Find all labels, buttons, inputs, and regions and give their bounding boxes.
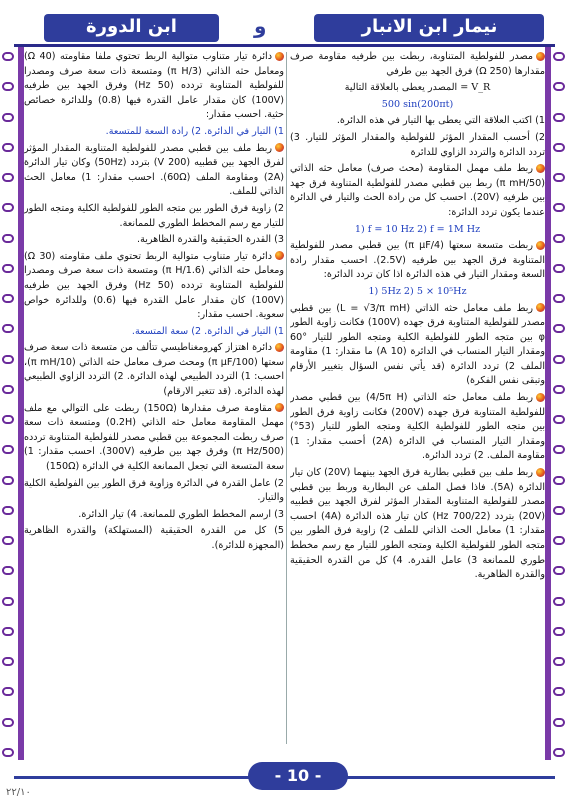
- header-connector: و: [254, 14, 267, 38]
- column-divider: [286, 52, 287, 744]
- question-paragraph: ربط ملف بين قطبي بطارية فرق الجهد بينهما (20V) كان تيار الدائرة (5A). فاذا فصل الملف عن البطارية وربط بين قطبي مصدر للفولطية المتناوبة المقدار المؤثر لفرق الجهد بين قطبيه (20V) بتردد (700/22 Hz) كان تيار هذه الدائرة (4A) احسب مقدار: 1) معامل الحث الذاتي للملف 2) زاوية فرق الطور بين متجه الطور للفولطية الكلية ومتجه الطور للتيار مع رسم مخطط طوري للممانعة 3) عامل القدرة. 4) كل من القدرة الحقيقية والقدرة الظاهرية.: [290, 467, 545, 581]
- right-border-strip: [545, 45, 551, 760]
- bullet-icon: [275, 52, 284, 61]
- bullet-icon: [275, 251, 284, 260]
- question-subitems: 1) التيار في الدائرة. 2) رادة السعة للمتسعة.: [105, 125, 284, 137]
- question-subitems: 1) التيار في الدائرة. 2) سعة المتسعة.: [131, 325, 284, 337]
- question-subitems: 5) كل من القدرة الحقيقية (المستهلكة) والقدرة الظاهرية (المجهزة للدائرة).: [24, 525, 284, 551]
- question-paragraph: ربط ملف مهمل المقاومة (محث صرف) معامل حثه الذاتي (50/π mH) ربط بين قطبي مصدر للفولطية المتناوبة فرق جهد بين طرفيه (20V). احسب كل من رادة الحث والتيار في الدائرة عندما يكون تردد الدائرة:: [290, 163, 545, 218]
- bullet-icon: [536, 468, 545, 477]
- question-subitems: 2) زاوية فرق الطور بين متجه الطور للفولطية الكلية ومتجه الطور للتيار مع رسم المخطط الطوري للممانعة.: [24, 202, 284, 229]
- bullet-icon: [536, 393, 545, 402]
- left-column: [24, 50, 284, 750]
- formula-line: 1) 5Hz 2) 5 × 10⁵Hz: [368, 285, 467, 297]
- question-paragraph: دائرة تيار متناوب متوالية الربط تحتوي ملفا مقاومته (40 Ω) ومعامل حثه الذاتي (3/π H) ومتسعة ذات سعة صرف ومصدرا للفولطية المتناوبة تردده (50 Hz) وفرق الجهد بين طرفيه (100V) كان مقدار عامل القدرة فيها (0.8) وللدائرة خصائص حثية. احسب مقدار:: [24, 51, 284, 121]
- question-paragraph: مصدر للفولطية المتناوبة، ربطت بين طرفيه مقاومة صرف مقدارها (Ω 250) فرق الجهد بين طرفي: [290, 51, 545, 77]
- bullet-icon: [275, 343, 284, 352]
- page-footer: [14, 762, 555, 790]
- question-paragraph: دائرة اهتزاز كهرومغناطيسي تتألف من متسعة ذات سعة صرف سعتها (100/π μF) ومحث صرف معامل حثه الذاتي (10/π mH)، احسب: 1) التردد الطبيعي لهذه الدائرة. 2) التردد الزاوي الطبيعي لهذه الدائرة. (قد تتغير الارقام): [24, 342, 284, 398]
- question-paragraph: ربط ملف بين قطبي مصدر للفولطية المتناوبة المقدار المؤثر لفرق الجهد بين قطبيه (200 V) بتردد (50Hz) وكان تيار الدائرة (2A) ومقاومة الملف (60Ω). احسب مقدار: 1) معامل الحث الذاتي للملف.: [24, 142, 284, 198]
- bullet-icon: [536, 164, 545, 173]
- left-binder-rings: [2, 52, 16, 757]
- right-binder-rings: [553, 52, 567, 757]
- question-paragraph: ربط ملف معامل حثه الذاتي (L = √3/π mH) بين قطبي مصدر للفولطية المتناوبة فرق جهده (100V) فكانت زاوية الطور φ بين متجه الطور للفولطية الكلية ومتجه الطور للتيار °60 ومقدار التيار المنساب في الدائرة (10 A) ما مقدار: 1) مقاومة الملف 2) تردد الدائرة (قد يأتي نفس السؤال بتغيير الأرقام وتبقى نفس الفكرة): [290, 302, 545, 387]
- formula-line: المصدر يعطى بالعلاقة التالية = V_R: [344, 82, 491, 94]
- question-subitems: 2) عامل القدرة في الدائرة وزاوية فرق الطور بين الفولطية الكلية والتيار.: [24, 477, 284, 504]
- right-column: [290, 50, 545, 750]
- question-subitems: 3) ارسم المخطط الطوري للممانعة. 4) تيار الدائرة.: [78, 508, 284, 520]
- bullet-icon: [536, 52, 545, 61]
- formula-line: 1) f = 10 Hz 2) f = 1M Hz: [354, 223, 481, 235]
- corner-date: ٢٢/١٠: [6, 787, 31, 798]
- bullet-icon: [275, 143, 284, 152]
- formula-line: 500 sin(200πt): [381, 98, 454, 110]
- bullet-icon: [536, 241, 545, 250]
- question-paragraph: ربطت متسعة سعتها (4/π μF) بين قطبي مصدر للفولطية المتناوبة فرق الجهد بين طرفيه (2.5V). احسب مقدار رادة السعة ومقدار التيار في هذه الدائرة اذا كان تردد الدائرة:: [290, 240, 545, 281]
- question-subitems: 3) القدرة الحقيقية والقدرة الظاهرية.: [137, 234, 284, 246]
- page-header: [14, 6, 555, 47]
- page-number: - 10 -: [248, 762, 348, 790]
- question-paragraph: 1) اكتب العلاقة التي يعطى بها التيار في هذه الدائرة.: [336, 115, 545, 127]
- question-paragraph: ربط ملف معامل حثه الذاتي (4/5π H) بين قطبي مصدر للفولطية المتناوبة فرق جهده (200V) فكانت زاوية فرق الطور بين متجه الطور للفولطية الكلية ومتجه الطور للتيار (53°) ومقدار التيار المنساب في الدائرة (2A) أحسب مقدار: 1) مقاومة الملف. 2) تردد الدائرة.: [290, 392, 545, 462]
- header-title-right: نيمار ابن الانبار: [361, 16, 498, 37]
- header-title-left: ابن الدورة: [86, 16, 177, 37]
- question-paragraph: مقاومة صرف مقدارها (150Ω) ربطت على التوالي مع ملف مهمل المقاومة معامل حثه الذاتي (0.2H) ومتسعة ذات سعة صرف ربطت المجموعة بين قطبي مصدر للفولطية المتناوبة تردده (500/π Hz) وفرق جهد بين طرفيه (300V). احسب مقدار: 1) سعة المتسعة التي تجعل الممانعة الكلية في الدائرة (150Ω): [24, 402, 284, 473]
- question-paragraph: دائرة تيار متناوب متوالية الربط تحتوي ملف مقاومته (30 Ω) ومعامل حثه الذاتي (1.6/π H) ومتسعة ذات سعة صرف ومصدرا للفولطية المتناوبة تردده (50 Hz) وفرق الجهد بين طرفيه (100V) كان مقدار عامل القدرة فيها (0.6) وللدائرة خواص سعوية. احسب مقدار:: [24, 250, 284, 321]
- bullet-icon: [536, 303, 545, 312]
- question-paragraph: 2) أحسب المقدار المؤثر للفولطية والمقدار المؤثر للتيار. 3) تردد الدائرة والتردد الزاوي للدائرة: [290, 131, 545, 158]
- bullet-icon: [275, 403, 284, 412]
